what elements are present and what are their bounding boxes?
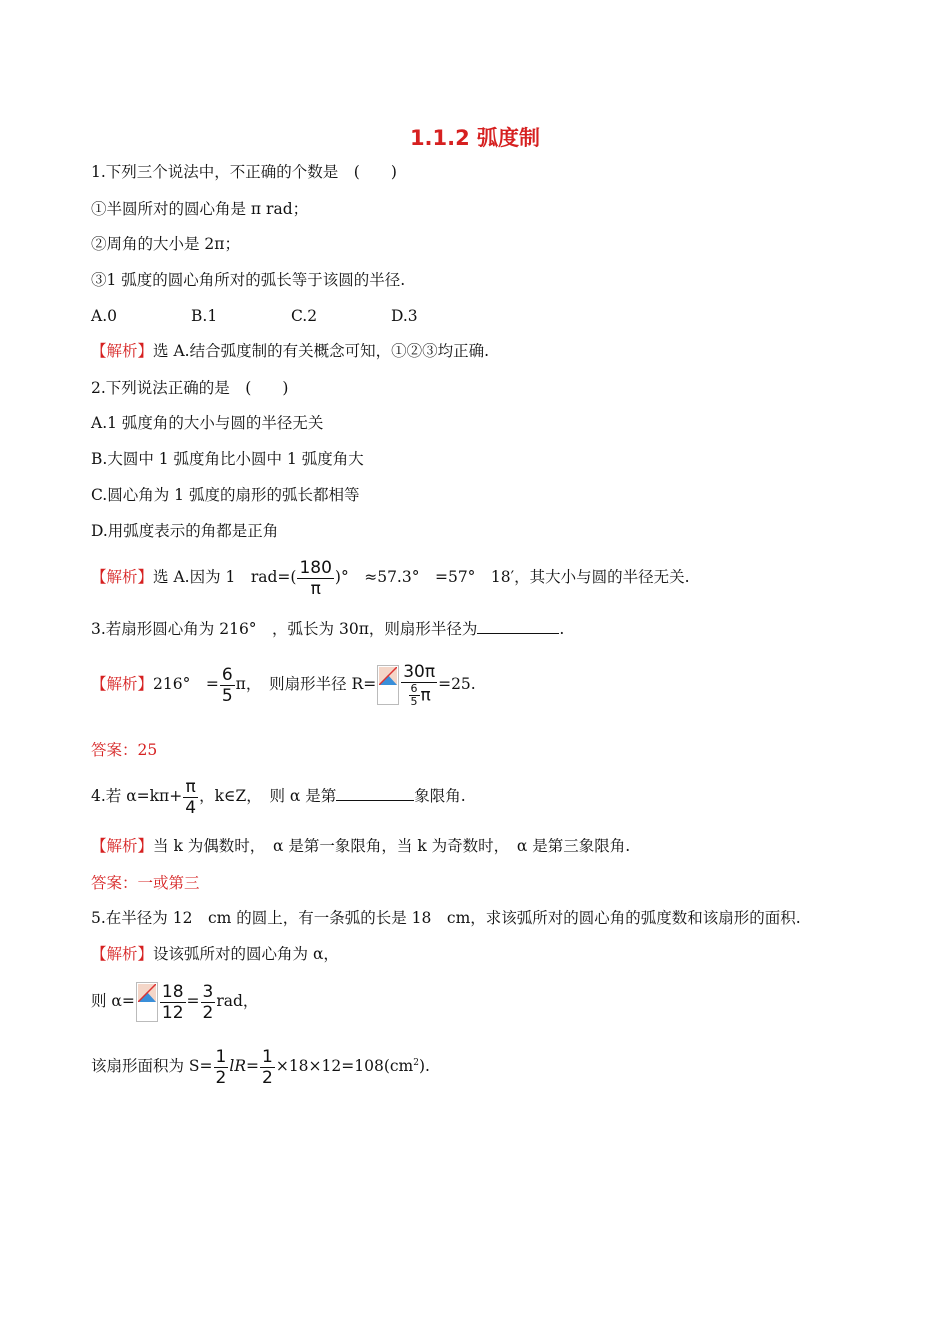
fraction-1-over-2: $\frac{1}{2}$ <box>262 1046 273 1088</box>
image-placeholder-icon <box>136 982 158 1022</box>
q3-analysis: 【解析】216° = $\frac{6}{5}$ π， 则扇形半径 R= 30π $\frac{6}{5}$ π =25. <box>91 662 476 708</box>
q5-analysis: 【解析】设该弧所对的圆心角为 α， <box>91 945 339 963</box>
answer-blank[interactable] <box>477 619 559 634</box>
q4-analysis: 【解析】当 k 为偶数时， α 是第一象限角，当 k 为奇数时， α 是第三象限角. <box>91 837 631 855</box>
fraction-18-over-12: $\frac{18}{12}$ <box>161 981 184 1023</box>
analysis-post: )° ≈57.3° =57° 18′，其大小与圆的半径无关. <box>334 568 690 586</box>
q2-analysis <box>91 555 690 599</box>
q1-statement-3: ③1 弧度的圆心角所对的弧长等于该圆的半径. <box>91 271 406 289</box>
fraction-1-over-2: $\frac{1}{2}$ <box>215 1046 227 1088</box>
page-title: 1.1.2 弧度制 <box>409 126 541 150</box>
analysis-pre: 选 A.因为 1 rad=( <box>153 568 297 586</box>
option-b: B.1 <box>191 307 218 325</box>
q1-analysis <box>91 341 489 361</box>
q5-area-line: 该扇形面积为 S= $\frac{1}{2}$ lR= $\frac{1}{2}$ $\times 18\times 12=108(cm^2)$. <box>91 1046 430 1088</box>
analysis-tag: 【解析】 <box>91 837 154 855</box>
q3-answer: 答案：25 <box>91 741 158 759</box>
q2-option-b: B.大圆中 1 弧度角比小圆中 1 弧度角大 <box>91 450 364 468</box>
fraction-pi-over-4: $\frac{\pi}{4}$ <box>185 776 197 818</box>
option-a: A.0 <box>91 307 117 325</box>
analysis-tag: 【解析】 <box>91 945 154 963</box>
image-placeholder-icon <box>377 665 399 705</box>
q1-statement-1: ①半圆所对的圆心角是 π rad； <box>91 200 309 218</box>
q4-stem: 4.若 α=kπ+ $\frac{\pi}{4}$ ，k∈Z， 则 α 是第 象限角. <box>91 776 466 818</box>
q1-statement-2: ②周角的大小是 2π； <box>91 235 240 253</box>
q4-answer: 答案：一或第三 <box>91 874 200 892</box>
analysis-tag: 【解析】 <box>91 342 154 360</box>
q1-options <box>91 306 491 326</box>
q3-stem: 3.若扇形圆心角为 216° ，弧长为 30π，则扇形半径为 . <box>91 620 565 638</box>
fraction-30pi-over-6-5pi: 30π $\frac{6}{5}$ π <box>403 662 436 708</box>
fraction-180-over-pi: $\frac{180}{\pi}$ <box>299 557 332 599</box>
analysis-tag: 【解析】 <box>91 675 154 693</box>
q2-option-a: A.1 弧度角的大小与圆的半径无关 <box>91 414 324 432</box>
q2-option-d: D.用弧度表示的角都是正角 <box>91 522 279 540</box>
analysis-tag: 【解析】 <box>91 568 154 586</box>
answer-blank[interactable] <box>336 786 414 801</box>
q5-alpha-line: 则 α= $\frac{18}{12}$ = $\frac{3}{2}$ rad， <box>91 981 259 1023</box>
analysis-text: 选 A.结合弧度制的有关概念可知，①②③均正确. <box>153 342 489 360</box>
q2-option-c: C.圆心角为 1 弧度的扇形的弧长都相等 <box>91 486 360 504</box>
option-d: D.3 <box>391 307 418 325</box>
option-c: C.2 <box>291 307 318 325</box>
q5-stem: 5.在半径为 12 cm 的圆上，有一条弧的长是 18 cm，求该弧所对的圆心角的弧度数和该扇形的面积. <box>91 909 801 927</box>
fraction-6-over-5: $\frac{6}{5}$ <box>221 664 233 706</box>
q1-stem: 1.下列三个说法中，不正确的个数是 ( ) <box>91 163 397 181</box>
fraction-3-over-2: $\frac{3}{2}$ <box>202 981 214 1023</box>
q2-stem: 2.下列说法正确的是 ( ) <box>91 379 289 397</box>
